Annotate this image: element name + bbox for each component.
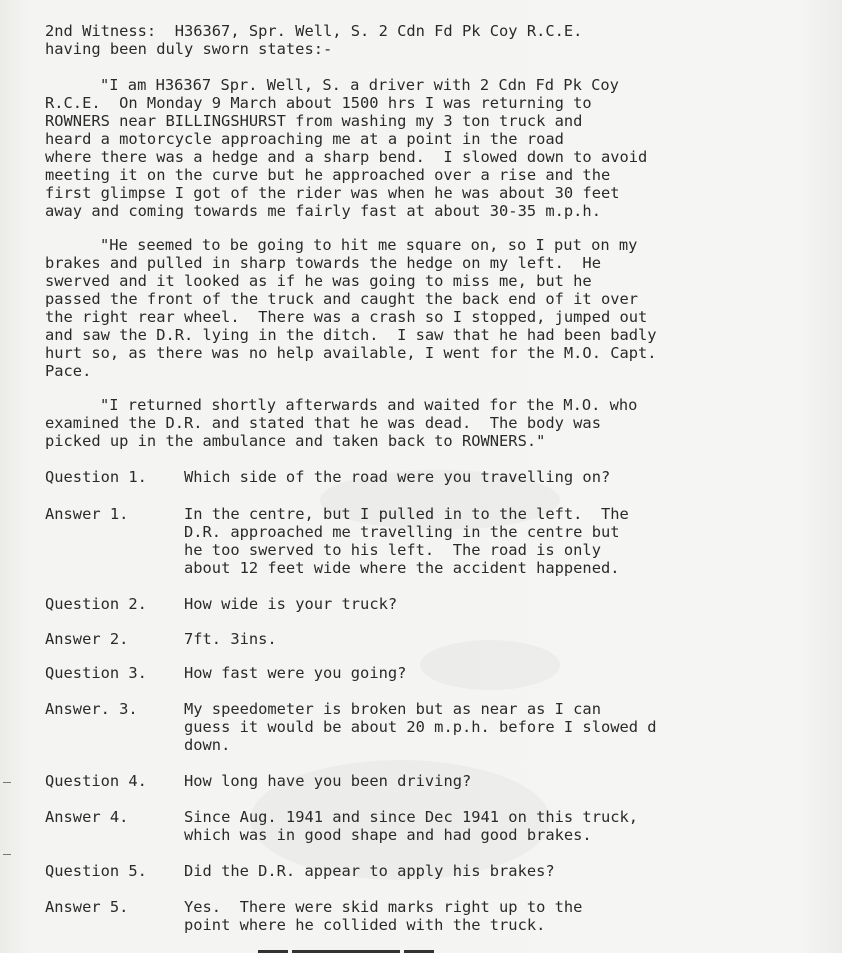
statement-line: "I returned shortly afterwards and waited for the M.O. who	[100, 396, 638, 414]
statement-line: "He seemed to be going to hit me square on, so I put on my	[100, 236, 638, 254]
answer-label: Answer 2.	[45, 630, 129, 648]
statement-line: meeting it on the curve but he approached over a rise and the	[45, 166, 611, 184]
statement-line: heard a motorcycle approaching me at a point in the road	[45, 130, 564, 148]
answer-text: guess it would be about 20 m.p.h. before I slowed d	[184, 718, 657, 736]
answer-text: down.	[184, 736, 231, 754]
answer-label: Answer 4.	[45, 808, 129, 826]
question-label: Question 3.	[45, 664, 147, 682]
question-label: Question 5.	[45, 862, 147, 880]
answer-text: My speedometer is broken but as near as I can	[184, 700, 601, 718]
answer-text: he too swerved to his left. The road is only	[184, 541, 601, 559]
scan-smudge	[420, 640, 560, 690]
answer-text: In the centre, but I pulled in to the left. The	[184, 505, 629, 523]
statement-line: and saw the D.R. lying in the ditch. I saw that he had been badly	[45, 326, 657, 344]
margin-mark	[3, 782, 11, 783]
question-text: Which side of the road were you travelling on?	[184, 468, 611, 486]
answer-text: point where he collided with the truck.	[184, 916, 546, 934]
answer-label: Answer 5.	[45, 898, 129, 916]
statement-line: passed the front of the truck and caught the back end of it over	[45, 290, 639, 308]
statement-line: first glimpse I got of the rider was when he was about 30 feet	[45, 184, 620, 202]
answer-text: Since Aug. 1941 and since Dec 1941 on this truck,	[184, 808, 639, 826]
witness-header: 2nd Witness: H36367, Spr. Well, S. 2 Cdn Fd Pk Coy R.C.E.	[45, 22, 583, 40]
answer-label: Answer 1.	[45, 505, 129, 523]
answer-text: which was in good shape and had good brakes.	[184, 826, 592, 844]
question-label: Question 1.	[45, 468, 147, 486]
statement-line: brakes and pulled in sharp towards the hedge on my left. He	[45, 254, 601, 272]
question-text: How long have you been driving?	[184, 772, 472, 790]
statement-line: picked up in the ambulance and taken back to ROWNERS."	[45, 432, 546, 450]
statement-line: swerved and it looked as if he was going to miss me, but he	[45, 272, 592, 290]
answer-text: 7ft. 3ins.	[184, 630, 277, 648]
question-label: Question 4.	[45, 772, 147, 790]
statement-line: "I am H36367 Spr. Well, S. a driver with 2 Cdn Fd Pk Coy	[100, 76, 619, 94]
question-text: How fast were you going?	[184, 664, 407, 682]
answer-text: D.R. approached me travelling in the centre but	[184, 523, 620, 541]
statement-line: the right rear wheel. There was a crash so I stopped, jumped out	[45, 308, 648, 326]
statement-line: hurt so, as there was no help available, I went for the M.O. Capt.	[45, 344, 657, 362]
sworn-line: having been duly sworn states:-	[45, 40, 333, 58]
statement-line: examined the D.R. and stated that he was dead. The body was	[45, 414, 601, 432]
statement-line: R.C.E. On Monday 9 March about 1500 hrs I was returning to	[45, 94, 592, 112]
question-text: Did the D.R. appear to apply his brakes?	[184, 862, 555, 880]
statement-line: where there was a hedge and a sharp bend. I slowed down to avoid	[45, 148, 648, 166]
question-text: How wide is your truck?	[184, 595, 398, 613]
question-label: Question 2.	[45, 595, 147, 613]
answer-label: Answer. 3.	[45, 700, 138, 718]
statement-line: Pace.	[45, 362, 92, 380]
statement-line: ROWNERS near BILLINGSHURST from washing my 3 ton truck and	[45, 112, 583, 130]
answer-text: Yes. There were skid marks right up to the	[184, 898, 583, 916]
answer-text: about 12 feet wide where the accident happened.	[184, 559, 620, 577]
statement-line: away and coming towards me fairly fast at about 30-35 m.p.h.	[45, 202, 601, 220]
margin-mark	[3, 854, 11, 855]
